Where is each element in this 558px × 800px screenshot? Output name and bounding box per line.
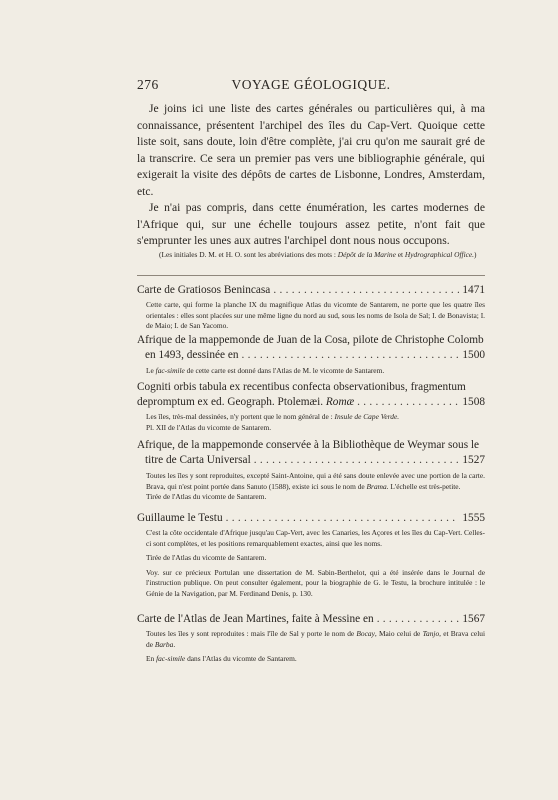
entry-description: Les îles, très-mal dessinées, n'y portent que le nom général de : Insule de Cape Verde. Pl. XII de l'Atlas du vicomte de Santarem. [146,412,400,432]
entry-year: 1500 [462,349,485,361]
entry-cogniti-orbis [137,380,485,433]
intro-paragraph-1: Je joins ici une liste des cartes générales ou particulières qui, à ma connaissance, présentent l'archipel des îles du Cap-Vert. Quoique cette liste soit, sans doute, loin d'être complète, j'ai cru qu'on me saurait gré de la transcrire. Ce sera un premier pas vers une bibliographie générale, qui exigerait la visite des dépôts de cartes de Lisbonne, Londres, Amsterdam, etc. [137,102,485,198]
entry-description: C'est la côte occidentale d'Afrique jusqu'au Cap-Vert, avec les Canaries, les Açores et les îles du Cap-Vert. Celles-ci sont complètes, et les positions remarquablement exactes, ainsi que les noms. Tirée de l'Atlas du vicomte de Santarem. Voy. sur ce précieux Portulan une dissertation de M. Sabin-Berthelot, qui a été insérée dans le Journal de l'instruction publique. On peut consulter également, pour la biographie de G. le Testu, la brochure intitulée : le Génie de la Navigation, par M. Ferdinand Denis, p. 130. [146,528,485,598]
entry-title-line [137,612,485,627]
intro-paragraph-2: Je n'ai pas compris, dans cette énumération, les cartes modernes de l'Afrique qui, sur une échelle toujours assez petite, n'ont fait que s'emprunter les unes aux autres l'archipel dont nous nous occupons. [137,201,485,247]
entry-juan-de-la-cosa [137,333,485,377]
entry-title-line [137,511,485,526]
abbreviation-note: (Les initiales D. M. et H. O. sont les abréviations des mots : Dépôt de la Marine et Hydrographical Office.) [159,250,477,259]
entry-title-line: titre de Carta Universal ..... 1527 [137,453,485,468]
dot-leader [226,511,460,526]
entry-description: Le fac-simile de cette carte est donné dans l'Atlas de M. le vicomte de Santarem. [146,366,385,375]
running-header [137,77,485,95]
entry-le-testu [137,511,485,599]
entry-title-line [137,283,485,298]
entry-title: Carte de Gratiosos Benincasa [137,284,271,296]
page-number: 276 [137,77,159,92]
entry-year: 1567 [462,613,485,625]
entry-title: Afrique, de la mappemonde conservée à la Bibliothèque de Weymar sous le [137,439,480,451]
dot-leader [357,395,459,410]
entry-description: Toutes les îles y sont reproduites : mais l'île de Sal y porte le nom de Bocay, Maio celui de Tanjo, et Brava celui de Barba. En fac-simile dans l'Atlas du vicomte de Santarem. [146,629,485,663]
entry-jean-martines [137,612,485,665]
entry-description: Toutes les îles y sont reproduites, excepté Saint-Antoine, qui a été sans doute enlevée avec une portion de la carte. Brava, qui n'est point portée dans Sanuto (1588), existe ici sous le nom de Brama. L'échelle est très-petite. Tirée de l'Atlas du vicomte de Santarem. [146,471,485,501]
entry-title: Afrique de la mappemonde de Juan de la Cosa, pilote de Christophe Colomb [137,334,484,346]
entry-benincasa [137,283,485,332]
entry-year: 1508 [462,396,485,408]
entry-title-line: en 1493, dessinée en ..... 1500 [137,348,485,363]
entry-title: Guillaume le Testu [137,512,223,524]
dot-leader [242,348,460,363]
intro-text [137,101,485,250]
dot-leader [273,283,459,298]
entry-title: Cogniti orbis tabula ex recentibus confecta observationibus, fragmentum [137,381,466,393]
entry-title: Carte de l'Atlas de Jean Martines, faite à Messine en [137,613,374,625]
dot-leader [377,612,460,627]
entry-year: 1527 [462,454,485,466]
entry-year: 1555 [462,512,485,524]
running-title: VOYAGE GÉOLOGIQUE. [231,77,391,92]
entry-weymar [137,438,485,503]
dot-leader [254,453,460,468]
entry-description: Cette carte, qui forme la planche IX du magnifique Atlas du vicomte de Santarem, ne porte que les quatre îles orientales : elles sont placées sur une même ligne du nord au sud, sous les noms de Isola de Sal; I. de Bonavista; I. de Maio; I. de San Yacomo. [146,300,485,330]
divider-rule [137,275,485,276]
entry-title-line: depromptum ex ed. Geograph. Ptolemæi. Romæ ..... 1508 [137,395,485,410]
entry-year: 1471 [462,284,485,296]
